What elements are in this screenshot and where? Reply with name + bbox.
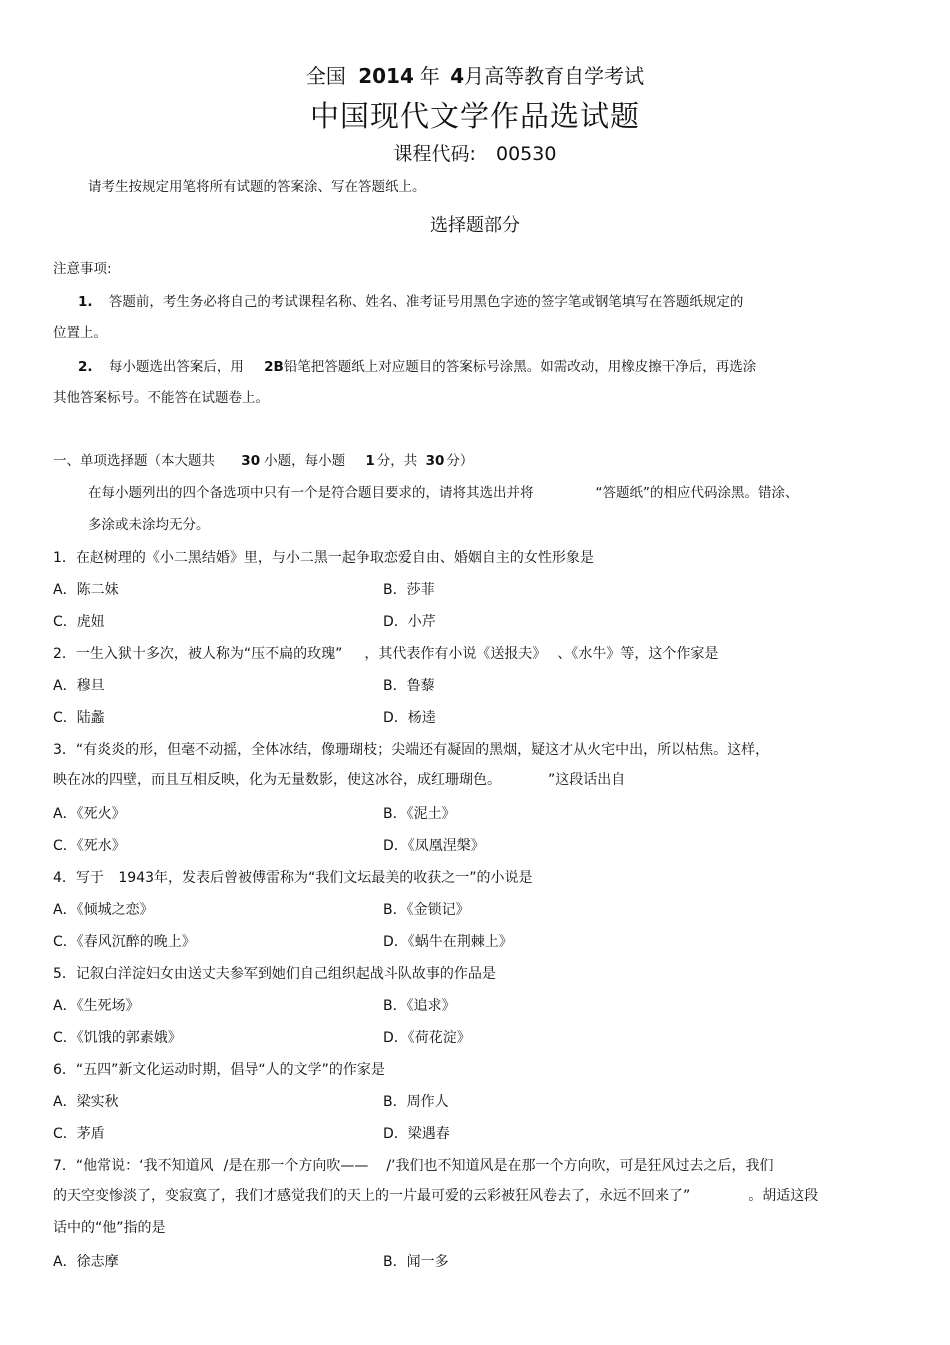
part1-each: 1 xyxy=(365,453,375,469)
q4-year: 1943 xyxy=(118,870,155,886)
course-code-label: 课程代码: xyxy=(393,143,476,165)
q4-text-post: 年，发表后曾被傅雷称为“我们文坛最美的收获之一”的小说是 xyxy=(154,870,533,886)
q3-option-b: B．《泥土》 xyxy=(383,806,456,822)
q3-option-d: D．《凤凰涅槃》 xyxy=(383,838,485,854)
part1-heading xyxy=(53,449,473,469)
q7-text-pre: 7．“他常说：‘我不知道风 xyxy=(53,1158,214,1174)
notes-heading: 注意事项: xyxy=(53,261,112,277)
q4-option-b: B．《金锁记》 xyxy=(383,902,470,918)
q7-line2-post: 。胡适这段 xyxy=(748,1188,819,1204)
q2-option-c: C．陆蠡 xyxy=(53,710,105,726)
section-title: 选择题部分 xyxy=(430,215,520,236)
question-2 xyxy=(53,643,718,663)
note-2-number: 2. xyxy=(78,359,93,375)
part1-heading-mid1: 小题，每小题 xyxy=(264,453,346,469)
q6-option-a: A．梁实秋 xyxy=(53,1094,119,1110)
note-2-cont: 其他答案标号。不能答在试题卷上。 xyxy=(53,390,269,406)
question-7-cont2: 话中的“他”指的是 xyxy=(53,1220,166,1236)
header-year: 2014 xyxy=(358,64,414,88)
note-2-pencil: 2B xyxy=(264,359,284,375)
course-code: 00530 xyxy=(496,143,557,165)
header-month: 4 xyxy=(450,64,465,88)
part1-heading-pre: 一、单项选择题（本大题共 xyxy=(53,453,215,469)
q4-text-pre: 4．写于 xyxy=(53,870,104,886)
part1-instruction-pre: 在每小题列出的四个备选项中只有一个是符合题目要求的，请将其选出并将 xyxy=(88,485,534,501)
q5-option-c: C．《饥饿的郭素娥》 xyxy=(53,1030,182,1046)
q7-text-post: /’我们也不知道风是在那一个方向吹，可是狂风过去之后，我们 xyxy=(386,1158,774,1174)
q4-option-c: C．《春风沉醉的晚上》 xyxy=(53,934,196,950)
note-2-text-pre: 每小题选出答案后，用 xyxy=(108,359,244,375)
q5-option-a: A．《生死场》 xyxy=(53,998,140,1014)
q6-option-d: D．梁遇春 xyxy=(383,1126,450,1142)
part1-total: 30 xyxy=(425,453,445,469)
q1-option-d: D．小芹 xyxy=(383,614,436,630)
header-pre: 全国 xyxy=(305,64,346,88)
q2-text-post: 、《水牛》等，这个作家是 xyxy=(557,646,719,662)
header-post: 月高等教育自学考试 xyxy=(464,64,645,88)
question-6: 6．“五四”新文化运动时期，倡导“人的文学”的作家是 xyxy=(53,1062,385,1078)
header-year-unit: 年 xyxy=(419,64,440,88)
q6-option-b: B．周作人 xyxy=(383,1094,449,1110)
exam-header-line xyxy=(0,60,950,89)
part1-heading-post: 分） xyxy=(446,453,474,469)
q2-option-b: B．鲁藜 xyxy=(383,678,435,694)
question-7 xyxy=(53,1155,774,1175)
question-1: 1．在赵树理的《小二黑结婚》里，与小二黑一起争取恋爱自由、婚姻自主的女性形象是 xyxy=(53,550,594,566)
question-4 xyxy=(53,867,533,887)
q3-text-pre: 映在冰的四壁，而且互相反映，化为无量数影，使这冰谷，成红珊瑚色。 xyxy=(53,772,494,788)
q3-option-c: C．《死水》 xyxy=(53,838,126,854)
exam-title: 中国现代文学作品选试题 xyxy=(309,99,640,133)
q7-option-a: A．徐志摩 xyxy=(53,1254,119,1270)
note-1 xyxy=(78,290,743,310)
question-3-cont xyxy=(53,769,625,789)
q2-option-a: A．穆旦 xyxy=(53,678,105,694)
question-7-cont xyxy=(53,1185,818,1205)
q5-option-b: B．《追求》 xyxy=(383,998,456,1014)
q7-text-mid: /是在那一个方向吹—— xyxy=(223,1158,369,1174)
part1-instruction-post: “答题纸”的相应代码涂黑。错涂、 xyxy=(595,485,799,501)
q2-text-pre: 2．一生入狱十多次，被人称为“压不扁的玫瑰” xyxy=(53,646,343,662)
part1-instruction-cont: 多涂或未涂均无分。 xyxy=(88,517,210,533)
instruction: 请考生按规定用笔将所有试题的答案涂、写在答题纸上。 xyxy=(88,179,426,195)
q2-text-mid: ，其代表作有小说《送报夫》 xyxy=(364,646,540,662)
question-5: 5．记叙白洋淀妇女由送丈夫参军到她们自己组织起战斗队故事的作品是 xyxy=(53,966,496,982)
q5-option-d: D．《荷花淀》 xyxy=(383,1030,471,1046)
question-3: 3．“有炎炎的形，但毫不动摇，全体冰结，像珊瑚枝；尖端还有凝固的黑烟，疑这才从火宅中出，所以枯焦。这样， xyxy=(53,742,770,758)
note-1-text: 答题前，考生务必将自己的考试课程名称、姓名、准考证号用黑色字迹的签字笔或钢笔填写在答题纸规定的 xyxy=(108,294,744,310)
part1-count: 30 xyxy=(241,453,261,469)
note-1-number: 1. xyxy=(78,294,93,310)
q7-option-b: B．闻一多 xyxy=(383,1254,449,1270)
q1-option-b: B．莎菲 xyxy=(383,582,435,598)
q3-text-post: ”这段话出自 xyxy=(548,772,626,788)
q7-line2-pre: 的天空变惨淡了，变寂寞了，我们才感觉我们的天上的一片最可爱的云彩被狂风卷去了，永远不回来了” xyxy=(53,1188,691,1204)
q4-option-d: D．《蜗牛在荆棘上》 xyxy=(383,934,513,950)
part1-heading-mid2: 分，共 xyxy=(376,453,418,469)
q1-option-a: A．陈二妹 xyxy=(53,582,119,598)
q6-option-c: C．茅盾 xyxy=(53,1126,105,1142)
note-2-text-post: 铅笔把答题纸上对应题目的答案标号涂黑。如需改动，用橡皮擦干净后，再选涂 xyxy=(283,359,757,375)
note-1-cont: 位置上。 xyxy=(53,325,107,341)
q3-option-a: A．《死火》 xyxy=(53,806,126,822)
note-2 xyxy=(78,355,756,375)
q2-option-d: D．杨逵 xyxy=(383,710,436,726)
q4-option-a: A．《倾城之恋》 xyxy=(53,902,154,918)
part1-instruction xyxy=(88,481,799,501)
q1-option-c: C．虎妞 xyxy=(53,614,105,630)
course-code-line xyxy=(0,139,950,166)
